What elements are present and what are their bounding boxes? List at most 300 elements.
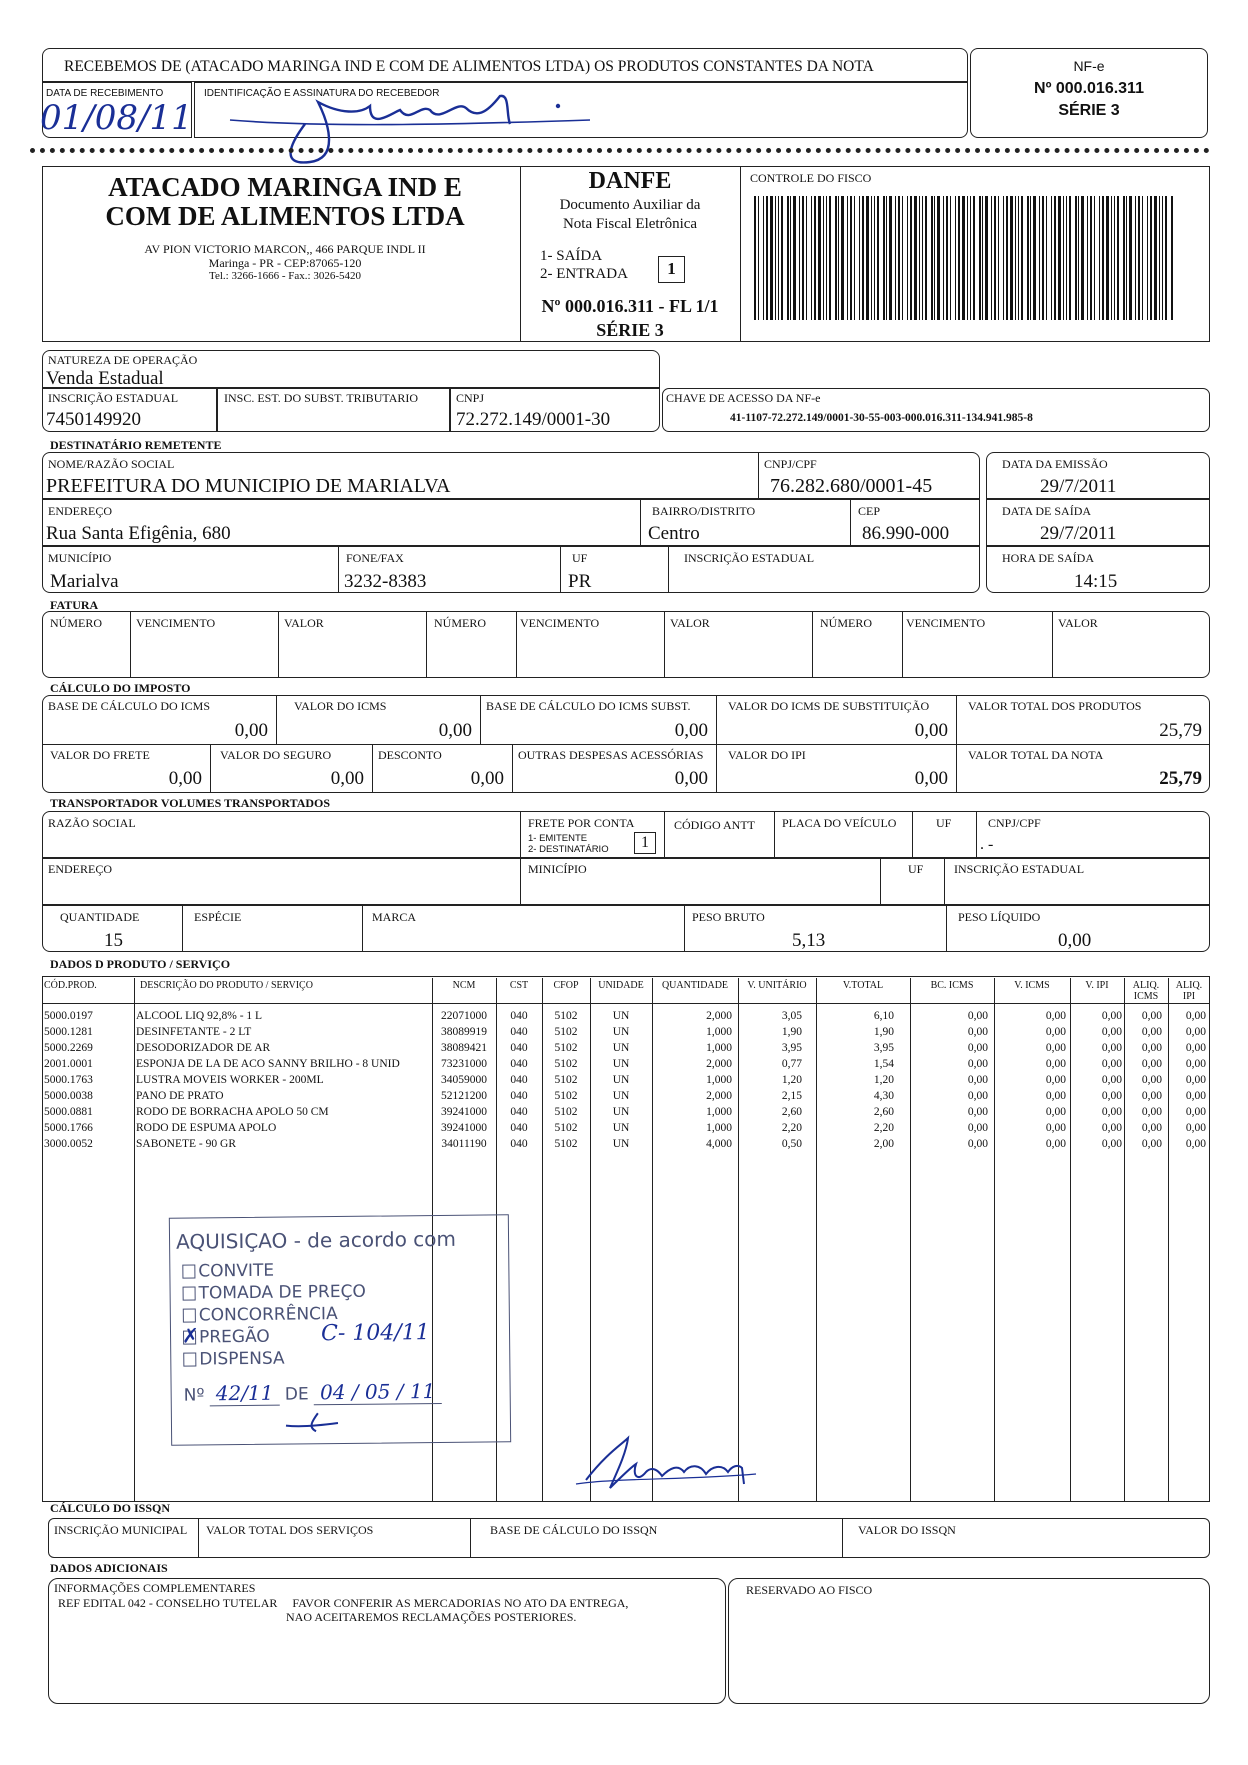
fatura-box: [42, 611, 1210, 678]
barcode-bar: [811, 196, 812, 320]
barcode-bar: [1066, 196, 1067, 320]
fatura-valor-3: VALOR: [1058, 616, 1098, 630]
barcode-bar: [1051, 196, 1052, 320]
emitter-address-line2: Maringa - PR - CEP:87065-120: [208, 256, 362, 270]
cell-desc: PANO DE PRATO: [136, 1090, 224, 1102]
transp-divider-antt: [664, 811, 665, 858]
cell-vipi: 0,00: [1101, 1138, 1122, 1150]
valor-icms-label: VALOR DO ICMS: [294, 699, 387, 713]
fatura-divider-7: [902, 611, 903, 678]
emitter-address-line3: Tel.: 3266-1666 - Fax.: 3026-5420: [209, 270, 361, 282]
barcode-bar: [754, 196, 756, 320]
cell-cod: 5000.1281: [44, 1026, 93, 1038]
transp-placa-label: PLACA DO VEÍCULO: [782, 816, 897, 830]
stamp-title: AQUISIÇAO - de acordo com: [175, 1226, 457, 1254]
cell-aliq-icms: 0,00: [1141, 1074, 1162, 1086]
dest-cep-value: 86.990-000: [862, 523, 950, 544]
barcode-bar: [1094, 196, 1095, 320]
barcode-bar: [799, 196, 800, 320]
dest-endereco-value: Rua Santa Efigênia, 680: [46, 523, 231, 544]
canhoto-nfe-label: NF-e: [1073, 58, 1105, 74]
th-unidade: UNIDADE: [598, 980, 644, 991]
imposto-section: CÁLCULO DO IMPOSTO: [50, 681, 191, 695]
barcode-bar: [946, 196, 948, 320]
cell-aliq-ipi: 0,00: [1185, 1042, 1206, 1054]
stamp-number-line: [184, 1380, 442, 1407]
barcode-bar: [914, 196, 917, 320]
cell-aliq-icms: 0,00: [1141, 1090, 1162, 1102]
cell-desc: SABONETE - 90 GR: [136, 1138, 236, 1150]
cell-unidade: UN: [612, 1138, 630, 1150]
barcode-bar: [943, 196, 944, 320]
barcode-bar: [1018, 196, 1019, 320]
cell-vipi: 0,00: [1101, 1010, 1122, 1022]
ie-st-label: INSC. EST. DO SUBST. TRIBUTARIO: [224, 391, 419, 405]
stamp-num-prefix: Nº: [183, 1385, 205, 1406]
issqn-total-label: VALOR TOTAL DOS SERVIÇOS: [206, 1523, 374, 1537]
dest-uf-value: PR: [568, 571, 592, 592]
cell-vtotal: 3,95: [873, 1042, 894, 1054]
barcode-bar: [955, 196, 956, 320]
stamp-date-value: 04 / 05 / 11: [314, 1379, 442, 1405]
produtos-section: DADOS D PRODUTO / SERVIÇO: [50, 957, 231, 971]
fatura-numero-1: NÚMERO: [50, 616, 103, 630]
natureza-value: Venda Estadual: [46, 368, 164, 389]
receiver-signature: [210, 84, 610, 176]
cell-quantidade: 1,000: [706, 1074, 732, 1086]
fatura-valor-2: VALOR: [670, 616, 710, 630]
barcode-bar: [895, 196, 896, 320]
barcode-bar: [778, 196, 779, 320]
cell-cst: 040: [510, 1122, 528, 1134]
barcode-bar: [1006, 196, 1008, 320]
barcode-bar: [1054, 196, 1056, 320]
barcode-bar: [766, 196, 768, 320]
imposto-divider-e: [210, 744, 211, 793]
barcode-bar: [985, 196, 988, 320]
barcode-bar: [775, 196, 776, 320]
dest-uf-divider: [560, 546, 561, 593]
barcode-bar: [770, 196, 773, 320]
transp-frete-opt2: 2- DESTINATÁRIO: [528, 844, 609, 855]
barcode-bar: [937, 196, 940, 320]
barcode-bar: [1123, 196, 1125, 320]
barcode-bar: [850, 196, 852, 320]
th-cod: CÓD.PROD.: [44, 980, 97, 991]
stamp-option-pregao: [181, 1323, 270, 1349]
cell-unidade: UN: [612, 1026, 630, 1038]
barcode-bar: [793, 196, 796, 320]
transp-peso-bruto-value: 5,13: [792, 930, 826, 951]
dest-cnpj-label: CNPJ/CPF: [764, 457, 817, 471]
danfe-option-saida: 1- SAÍDA: [540, 248, 603, 264]
total-produtos-label: VALOR TOTAL DOS PRODUTOS: [968, 699, 1142, 713]
fatura-divider-2: [278, 611, 279, 678]
barcode-bar: [1165, 196, 1167, 320]
barcode-bar: [883, 196, 885, 320]
transp-peso-bruto-label: PESO BRUTO: [692, 910, 765, 924]
fisco-divider: [740, 166, 741, 342]
dest-hora-label: HORA DE SAÍDA: [1002, 551, 1095, 565]
dest-name-label: NOME/RAZÃO SOCIAL: [48, 457, 175, 471]
cell-cfop: 5102: [554, 1010, 578, 1022]
issqn-divider-2: [470, 1518, 471, 1558]
cell-aliq-ipi: 0,00: [1185, 1138, 1206, 1150]
th-aliq-icms-2: ICMS: [1133, 991, 1159, 1002]
cell-aliq-icms: 0,00: [1141, 1010, 1162, 1022]
chave-value: 41-1107-72.272.149/0001-30-55-003-000.016.311-134.941.985-8: [730, 412, 1033, 424]
barcode-bar: [877, 196, 879, 320]
chave-label: CHAVE DE ACESSO DA NF-e: [666, 391, 821, 405]
th-aliq-ipi-1: ALIQ.: [1175, 980, 1203, 991]
stamp-option-dispensa-label: DISPENSA: [199, 1348, 285, 1370]
cell-vicms: 0,00: [1045, 1090, 1066, 1102]
barcode-bar: [991, 196, 992, 320]
transp-razao-label: RAZÃO SOCIAL: [48, 816, 136, 830]
dest-bairro-label: BAIRRO/DISTRITO: [652, 504, 756, 518]
barcode-bar: [1102, 196, 1104, 320]
th-aliq-icms-1: ALIQ.: [1132, 980, 1160, 991]
dest-saida-label: DATA DE SAÍDA: [1002, 504, 1092, 518]
cell-bcicms: 0,00: [967, 1058, 988, 1070]
dest-fone-value: 3232-8383: [344, 571, 427, 592]
cell-ncm: 22071000: [441, 1010, 487, 1022]
transp-divider-cnpj: [976, 811, 977, 858]
barcode-bar: [907, 196, 908, 320]
cell-aliq-icms: 0,00: [1141, 1026, 1162, 1038]
cell-vunit: 1,90: [781, 1026, 802, 1038]
natureza-label: NATUREZA DE OPERAÇÃO: [48, 353, 198, 367]
barcode-bar: [902, 196, 903, 320]
stamp-checkbox-convite: [182, 1265, 195, 1279]
total-nota-value: 25,79: [1159, 768, 1202, 789]
dest-emissao-label: DATA DA EMISSÃO: [1002, 457, 1108, 471]
stamp-check-mark-icon: ✗: [181, 1323, 199, 1348]
barcode-bar: [1126, 196, 1127, 320]
barcode-bar: [1171, 196, 1173, 320]
barcode-bar: [979, 196, 981, 320]
cell-vipi: 0,00: [1101, 1106, 1122, 1118]
barcode-bar: [982, 196, 983, 320]
barcode-bar: [1135, 196, 1136, 320]
cell-bcicms: 0,00: [967, 1138, 988, 1150]
outras-value: 0,00: [674, 768, 708, 789]
barcode-bar: [919, 196, 920, 320]
fatura-numero-2: NÚMERO: [434, 616, 487, 630]
barcode-bar: [967, 196, 968, 320]
barcode-bar: [998, 196, 999, 320]
transp-divider-placa: [774, 811, 775, 858]
cell-vunit: 3,95: [781, 1042, 802, 1054]
cell-desc: DESODORIZADOR DE AR: [136, 1042, 271, 1054]
dest-hora-value: 14:15: [1074, 571, 1118, 592]
dest-endereco-label: ENDEREÇO: [48, 504, 112, 518]
cell-vtotal: 1,54: [873, 1058, 894, 1070]
cell-aliq-icms: 0,00: [1141, 1058, 1162, 1070]
barcode-bar: [1081, 196, 1084, 320]
barcode-bar: [898, 196, 900, 320]
cell-vunit: 0,50: [781, 1138, 802, 1150]
barcode-bar: [1154, 196, 1157, 320]
transp-peso-liquido-label: PESO LÍQUIDO: [958, 910, 1041, 924]
info-label: INFORMAÇÕES COMPLEMENTARES: [54, 1581, 256, 1595]
transp-divider-municipio: [520, 858, 521, 905]
cell-cfop: 5102: [554, 1026, 578, 1038]
cell-aliq-ipi: 0,00: [1185, 1010, 1206, 1022]
fatura-divider-6: [812, 611, 813, 678]
seguro-label: VALOR DO SEGURO: [220, 748, 332, 762]
barcode-bar: [970, 196, 971, 320]
canhoto-date-value: 01/08/11: [40, 98, 193, 138]
cell-unidade: UN: [612, 1074, 630, 1086]
barcode-bar: [1069, 196, 1071, 320]
adicionais-section: DADOS ADICIONAIS: [50, 1561, 168, 1575]
barcode-bar: [1117, 196, 1119, 320]
official-signature: [566, 1424, 766, 1504]
cell-ncm: 39241000: [441, 1106, 487, 1118]
transp-endereco-label: ENDEREÇO: [48, 862, 112, 876]
canhoto-sign-label: IDENTIFICAÇÃO E ASSINATURA DO RECEBEDOR: [204, 88, 440, 99]
cell-vicms: 0,00: [1045, 1122, 1066, 1134]
frete-label: VALOR DO FRETE: [50, 748, 150, 762]
barcode-bar: [1039, 196, 1040, 320]
stamp-checkbox-dispensa: [183, 1353, 196, 1367]
transp-antt-label: CÓDIGO ANTT: [674, 818, 755, 832]
transp-divider-especie: [182, 905, 183, 952]
cell-vtotal: 1,20: [873, 1074, 894, 1086]
canhoto-date-label: DATA DE RECEBIMENTO: [46, 88, 164, 99]
th-desc: DESCRIÇÃO DO PRODUTO / SERVIÇO: [140, 980, 313, 991]
barcode-bar: [958, 196, 960, 320]
cell-vicms: 0,00: [1045, 1026, 1066, 1038]
barcode-bar: [1010, 196, 1013, 320]
desconto-value: 0,00: [470, 768, 504, 789]
th-ncm: NCM: [452, 980, 476, 991]
barcode-bar: [994, 196, 996, 320]
barcode-bar: [874, 196, 875, 320]
barcode-bar: [1030, 196, 1031, 320]
transp-frete-opt1: 1- EMITENTE: [528, 833, 588, 844]
cnpj-value: 72.272.149/0001-30: [456, 409, 611, 430]
dest-bairro-value: Centro: [648, 523, 700, 544]
canhoto-nfe-serie: SÉRIE 3: [1058, 102, 1120, 119]
cell-vtotal: 2,00: [873, 1138, 894, 1150]
cell-quantidade: 1,000: [706, 1122, 732, 1134]
dest-fone-divider: [338, 546, 339, 593]
barcode-bar: [1111, 196, 1112, 320]
barcode-bar: [841, 196, 844, 320]
transp-ie-label: INSCRIÇÃO ESTADUAL: [954, 862, 1085, 876]
cell-quantidade: 2,000: [706, 1010, 732, 1022]
imposto-divider-f: [372, 744, 373, 793]
cell-aliq-icms: 0,00: [1141, 1122, 1162, 1134]
cell-cod: 2001.0001: [44, 1058, 93, 1070]
cell-bcicms: 0,00: [967, 1090, 988, 1102]
dest-name-value: PREFEITURA DO MUNICIPIO DE MARIALVA: [46, 475, 451, 497]
danfe-subtitle1: Documento Auxiliar da: [559, 197, 701, 213]
barcode-bar: [1162, 196, 1163, 320]
barcode-bar: [787, 196, 789, 320]
cell-cod: 5000.1766: [44, 1122, 93, 1134]
issqn-section: CÁLCULO DO ISSQN: [50, 1501, 171, 1515]
barcode-bar: [829, 196, 831, 320]
imposto-row-divider: [42, 744, 1210, 745]
cell-aliq-ipi: 0,00: [1185, 1090, 1206, 1102]
cell-quantidade: 1,000: [706, 1042, 732, 1054]
barcode-bar: [1150, 196, 1152, 320]
cell-unidade: UN: [612, 1106, 630, 1118]
valor-st-value: 0,00: [914, 720, 948, 741]
issqn-divider-1: [198, 1518, 199, 1558]
cell-quantidade: 1,000: [706, 1106, 732, 1118]
cell-ncm: 34059000: [441, 1074, 487, 1086]
barcode-bar: [1027, 196, 1029, 320]
th-vicms: V. ICMS: [1014, 980, 1050, 991]
barcode-bar: [866, 196, 869, 320]
dest-cnpj-value: 76.282.680/0001-45: [770, 475, 933, 497]
dest-ie-label: INSCRIÇÃO ESTADUAL: [684, 551, 815, 565]
fatura-vencimento-3: VENCIMENTO: [906, 616, 986, 630]
transp-municipio-label: MINICÍPIO: [528, 862, 587, 876]
fisco-label: CONTROLE DO FISCO: [750, 171, 872, 185]
cell-vicms: 0,00: [1045, 1058, 1066, 1070]
barcode-bar: [1087, 196, 1088, 320]
cell-desc: ALCOOL LIQ 92,8% - 1 L: [136, 1010, 263, 1022]
dest-cep-divider: [850, 499, 851, 546]
dest-cep-label: CEP: [858, 504, 881, 518]
stamp-checkbox-pregao-checked: [181, 1323, 199, 1348]
cell-unidade: UN: [612, 1090, 630, 1102]
stamp-de-label: DE: [284, 1384, 309, 1405]
cell-ncm: 73231000: [441, 1058, 487, 1070]
base-icms-value: 0,00: [234, 720, 268, 741]
total-nota-label: VALOR TOTAL DA NOTA: [968, 748, 1104, 762]
barcode-bar: [931, 196, 933, 320]
stamp-pregao-handwritten: C- 104/11: [320, 1320, 430, 1347]
transp-frete-label: FRETE POR CONTA: [528, 816, 635, 830]
barcode-bar: [1114, 196, 1115, 320]
barcode-bar: [1090, 196, 1092, 320]
cell-cfop: 5102: [554, 1106, 578, 1118]
cell-cst: 040: [510, 1074, 528, 1086]
danfe-subtitle2: Nota Fiscal Eletrônica: [562, 216, 698, 232]
emitter-name-line1: ATACADO MARINGA IND E: [108, 172, 462, 202]
cell-quantidade: 2,000: [706, 1058, 732, 1070]
cell-vunit: 2,60: [781, 1106, 802, 1118]
cell-vipi: 0,00: [1101, 1074, 1122, 1086]
cell-aliq-ipi: 0,00: [1185, 1058, 1206, 1070]
outras-label: OUTRAS DESPESAS ACESSÓRIAS: [518, 748, 704, 762]
barcode-bar: [847, 196, 848, 320]
fatura-divider-3: [426, 611, 427, 678]
barcode-bar: [1075, 196, 1077, 320]
barcode-bar: [1015, 196, 1016, 320]
barcode-bar: [1078, 196, 1079, 320]
barcode-bar: [781, 196, 783, 320]
cell-vipi: 0,00: [1101, 1026, 1122, 1038]
canhoto-text: RECEBEMOS DE (ATACADO MARINGA IND E COM DE ALIMENTOS LTDA) OS PRODUTOS CONSTANTES DA NOTA: [64, 58, 874, 75]
imposto-divider-d: [956, 695, 957, 793]
cell-vipi: 0,00: [1101, 1090, 1122, 1102]
cell-cfop: 5102: [554, 1074, 578, 1086]
cell-cst: 040: [510, 1026, 528, 1038]
cell-quantidade: 4,000: [706, 1138, 732, 1150]
danfe-number: Nº 000.016.311 - FL 1/1: [541, 296, 719, 316]
fisco-reserved-label: RESERVADO AO FISCO: [746, 1583, 873, 1597]
dest-emissao-value: 29/7/2011: [1040, 476, 1117, 497]
barcode-bar: [758, 196, 759, 320]
danfe-divider: [520, 166, 521, 342]
imposto-divider-a: [276, 695, 277, 744]
cell-aliq-ipi: 0,00: [1185, 1074, 1206, 1086]
cell-vunit: 2,20: [781, 1122, 802, 1134]
transp-cnpj-value: . -: [980, 836, 994, 853]
barcode-bar: [922, 196, 923, 320]
cell-vunit: 1,20: [781, 1074, 802, 1086]
fatura-divider-4: [516, 611, 517, 678]
issqn-inscricao-label: INSCRIÇÃO MUNICIPAL: [54, 1523, 188, 1537]
cell-cfop: 5102: [554, 1042, 578, 1054]
produtos-header-line: [42, 1003, 1210, 1004]
transp-marca-label: MARCA: [372, 910, 417, 924]
transp-quantidade-value: 15: [104, 930, 123, 951]
barcode-bar: [1042, 196, 1044, 320]
barcode-bar: [910, 196, 912, 320]
stamp-checkbox-tomada: [183, 1287, 196, 1301]
barcode-bar: [1129, 196, 1132, 320]
cell-quantidade: 1,000: [706, 1026, 732, 1038]
fatura-vencimento-1: VENCIMENTO: [136, 616, 216, 630]
cell-cfop: 5102: [554, 1090, 578, 1102]
barcode-bar: [871, 196, 872, 320]
th-vtotal: V.TOTAL: [842, 980, 884, 991]
barcode-bar: [1142, 196, 1143, 320]
cell-bcicms: 0,00: [967, 1074, 988, 1086]
ie-value: 7450149920: [46, 409, 141, 430]
emitter-name-line2: COM DE ALIMENTOS LTDA: [105, 201, 465, 231]
dest-uf-label: UF: [572, 551, 588, 565]
barcode-bar: [823, 196, 824, 320]
cell-cst: 040: [510, 1042, 528, 1054]
transp-peso-liquido-value: 0,00: [1058, 930, 1092, 951]
cell-desc: DESINFETANTE - 2 LT: [136, 1026, 252, 1038]
barcode-bar: [886, 196, 887, 320]
ipi-value: 0,00: [914, 768, 948, 789]
info-line1: REF EDITAL 042 - CONSELHO TUTELAR FAVOR CONFERIR AS MERCADORIAS NO ATO DA ENTREGA,: [58, 1596, 629, 1610]
cell-aliq-icms: 0,00: [1141, 1106, 1162, 1118]
base-icms-label: BASE DE CÁLCULO DO ICMS: [48, 699, 211, 713]
transportador-section: TRANSPORTADOR VOLUMES TRANSPORTADOS: [50, 796, 331, 810]
cnpj-label: CNPJ: [456, 391, 485, 405]
fatura-divider-5: [664, 611, 665, 678]
barcode-bar: [962, 196, 965, 320]
cell-bcicms: 0,00: [967, 1106, 988, 1118]
cell-unidade: UN: [612, 1042, 630, 1054]
ipi-label: VALOR DO IPI: [728, 748, 806, 762]
th-aliq-ipi-2: IPI: [1182, 991, 1196, 1002]
barcode-bar: [862, 196, 864, 320]
cell-bcicms: 0,00: [967, 1010, 988, 1022]
ie-label: INSCRIÇÃO ESTADUAL: [48, 391, 179, 405]
barcode-bar: [973, 196, 975, 320]
barcode-bar: [835, 196, 837, 320]
fatura-numero-3: NÚMERO: [820, 616, 873, 630]
cell-vipi: 0,00: [1101, 1122, 1122, 1134]
cell-vicms: 0,00: [1045, 1106, 1066, 1118]
cell-vicms: 0,00: [1045, 1138, 1066, 1150]
th-vunit: V. UNITÁRIO: [747, 980, 807, 991]
cell-vicms: 0,00: [1045, 1010, 1066, 1022]
